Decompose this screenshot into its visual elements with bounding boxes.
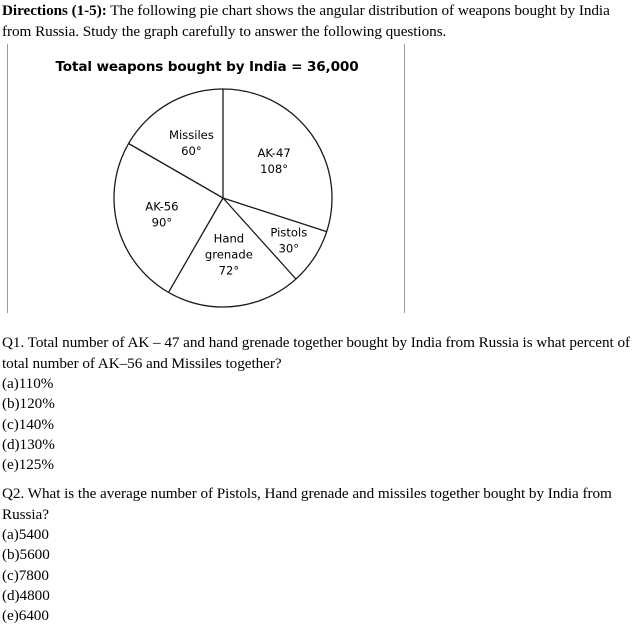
option-c[interactable]: (c)140% xyxy=(2,415,54,433)
pie-slice-label: Pistols 30° xyxy=(270,225,308,256)
question-text: Q2. What is the average number of Pistols, Hand grenade and missiles together bought by India from Russia? xyxy=(2,485,612,523)
pie-chart xyxy=(8,44,406,313)
chart-panel xyxy=(7,44,405,313)
directions-label: Directions (1-5): xyxy=(2,2,107,19)
question-text: Q1. Total number of AK – 47 and hand grenade together bought by India from Russia is what percent of total number of AK–56 and Missiles together? xyxy=(2,334,631,372)
pie-slice-label: AK-47 108° xyxy=(257,145,291,176)
option-b[interactable]: (b)5600 xyxy=(2,546,50,564)
option-e[interactable]: (e)125% xyxy=(2,456,54,474)
option-d[interactable]: (d)130% xyxy=(2,435,55,453)
question-block-1 xyxy=(2,333,632,475)
option-d[interactable]: (d)4800 xyxy=(2,586,50,604)
directions-paragraph xyxy=(2,1,632,42)
pie-slice-label: Hand grenade 72° xyxy=(204,231,253,278)
option-c[interactable]: (c)7800 xyxy=(2,566,49,584)
question-block-2 xyxy=(2,484,632,626)
option-a[interactable]: (a)5400 xyxy=(2,526,49,543)
option-a[interactable]: (a)110% xyxy=(2,375,54,392)
pie-slice-label: Missiles 60° xyxy=(168,128,214,159)
option-e[interactable]: (e)6400 xyxy=(2,607,49,625)
chart-title: Total weapons bought by India = 36,000 xyxy=(55,59,359,75)
directions-text: The following pie chart shows the angular distribution of weapons bought by India from Russia. Study the graph carefully to answer the following questions. xyxy=(2,2,610,40)
pie-chart-svg xyxy=(8,44,406,313)
pie-slice-label: AK-56 90° xyxy=(145,199,179,230)
option-b[interactable]: (b)120% xyxy=(2,395,55,413)
